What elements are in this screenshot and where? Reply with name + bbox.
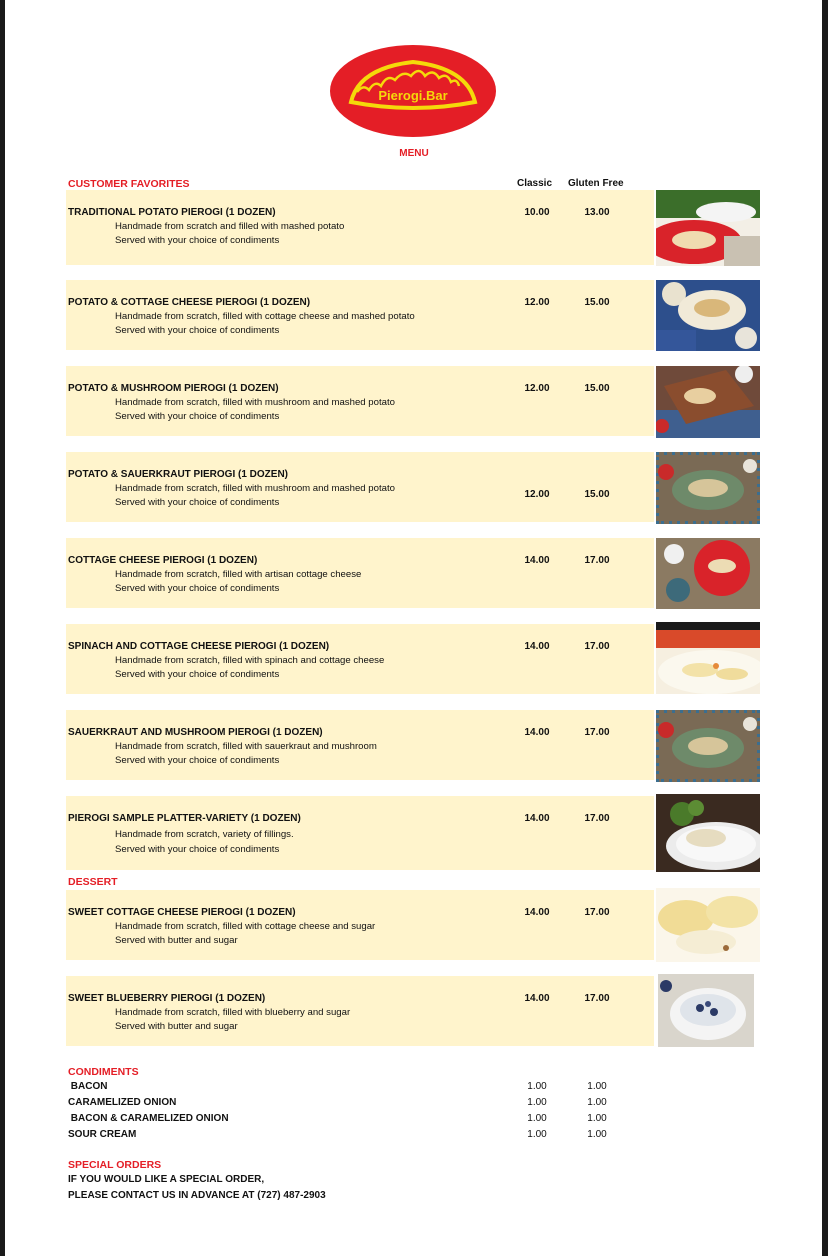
price-classic: 14.00: [524, 727, 550, 738]
item-serving: Served with your choice of condiments: [115, 844, 280, 855]
price-classic: 14.00: [524, 907, 550, 918]
item-photo: [656, 190, 760, 266]
item-description: Handmade from scratch, variety of fillings.: [115, 829, 294, 840]
price-gluten-free: 13.00: [584, 207, 610, 218]
price-classic: 12.00: [524, 383, 550, 394]
price-gluten-free: 17.00: [584, 907, 610, 918]
price-classic: 14.00: [524, 641, 550, 652]
item-description: Handmade from scratch, filled with cottage cheese and sugar: [115, 921, 376, 932]
condiment-name: BACON & CARAMELIZED ONION: [68, 1113, 229, 1124]
item-description: Handmade from scratch, filled with mushroom and mashed potato: [115, 483, 395, 494]
condiment-name: BACON: [68, 1081, 108, 1092]
price-classic: 14.00: [524, 555, 550, 566]
item-serving: Served with your choice of condiments: [115, 235, 280, 246]
item-name: SPINACH AND COTTAGE CHEESE PIEROGI (1 DOZEN): [68, 641, 330, 652]
condiment-price-classic: 1.00: [527, 1081, 547, 1092]
price-classic: 14.00: [524, 813, 550, 824]
menu-item: [66, 452, 654, 522]
item-name: POTATO & COTTAGE CHEESE PIEROGI (1 DOZEN): [68, 297, 311, 308]
item-description: Handmade from scratch, filled with sauerkraut and mushroom: [115, 741, 377, 752]
condiment-price-gluten-free: 1.00: [587, 1081, 607, 1092]
section-dessert: DESSERT: [68, 876, 118, 888]
menu-item: [66, 190, 654, 265]
condiment-name: CARAMELIZED ONION: [68, 1097, 177, 1108]
menu-title: MENU: [399, 148, 429, 159]
special-order-text: IF YOU WOULD LIKE A SPECIAL ORDER,: [68, 1174, 265, 1185]
item-serving: Served with your choice of condiments: [115, 755, 280, 766]
brand-logo: [329, 44, 497, 138]
price-classic: 12.00: [524, 297, 550, 308]
condiment-name: SOUR CREAM: [68, 1129, 137, 1140]
item-photo: [656, 538, 760, 609]
item-name: SWEET BLUEBERRY PIEROGI (1 DOZEN): [68, 993, 266, 1004]
condiment-price-classic: 1.00: [527, 1097, 547, 1108]
price-gluten-free: 17.00: [584, 813, 610, 824]
condiment-price-classic: 1.00: [527, 1129, 547, 1140]
item-photo: [656, 710, 760, 782]
price-classic: 12.00: [524, 489, 550, 500]
item-serving: Served with your choice of condiments: [115, 583, 280, 594]
item-name: COTTAGE CHEESE PIEROGI (1 DOZEN): [68, 555, 258, 566]
menu-item: [66, 624, 654, 694]
item-name: SAUERKRAUT AND MUSHROOM PIEROGI (1 DOZEN): [68, 727, 323, 738]
condiment-price-gluten-free: 1.00: [587, 1129, 607, 1140]
price-gluten-free: 15.00: [584, 383, 610, 394]
menu-item: [66, 538, 654, 608]
column-header-classic: Classic: [517, 178, 553, 189]
price-gluten-free: 17.00: [584, 641, 610, 652]
item-photo: [656, 452, 760, 524]
item-serving: Served with your choice of condiments: [115, 669, 280, 680]
item-serving: Served with your choice of condiments: [115, 411, 280, 422]
item-photo: [656, 622, 760, 694]
item-name: POTATO & MUSHROOM PIEROGI (1 DOZEN): [68, 383, 279, 394]
condiment-price-gluten-free: 1.00: [587, 1097, 607, 1108]
section-special-orders: SPECIAL ORDERS: [68, 1159, 162, 1171]
menu-item: [66, 366, 654, 436]
item-name: SWEET COTTAGE CHEESE PIEROGI (1 DOZEN): [68, 907, 296, 918]
right-edge: [822, 0, 828, 1256]
menu-item: [66, 710, 654, 780]
item-description: Handmade from scratch, filled with mushroom and mashed potato: [115, 397, 395, 408]
condiment-price-classic: 1.00: [527, 1113, 547, 1124]
price-classic: 10.00: [524, 207, 550, 218]
column-header-gluten-free: Gluten Free: [568, 178, 624, 189]
item-description: Handmade from scratch, filled with blueberry and sugar: [115, 1007, 351, 1018]
item-serving: Served with butter and sugar: [115, 935, 238, 946]
item-photo: [658, 974, 754, 1047]
menu-item: [66, 976, 654, 1046]
left-edge: [0, 0, 5, 1256]
item-description: Handmade from scratch, filled with cottage cheese and mashed potato: [115, 311, 415, 322]
item-description: Handmade from scratch, filled with spinach and cottage cheese: [115, 655, 385, 666]
condiment-row: [68, 1097, 668, 1113]
item-description: Handmade from scratch and filled with mashed potato: [115, 221, 345, 232]
item-photo: [656, 794, 760, 872]
logo-text: Pierogi.Bar: [378, 88, 448, 103]
price-gluten-free: 15.00: [584, 297, 610, 308]
item-description: Handmade from scratch, filled with artisan cottage cheese: [115, 569, 362, 580]
menu-item: [66, 796, 654, 870]
price-gluten-free: 15.00: [584, 489, 610, 500]
special-order-contact: PLEASE CONTACT US IN ADVANCE AT (727) 487-2903: [68, 1190, 326, 1201]
item-photo: [656, 888, 760, 962]
condiment-row: [68, 1113, 668, 1129]
section-customer-favorites: CUSTOMER FAVORITES: [68, 178, 190, 190]
menu-item: [66, 280, 654, 350]
item-photo: [656, 280, 760, 351]
price-gluten-free: 17.00: [584, 555, 610, 566]
item-serving: Served with your choice of condiments: [115, 325, 280, 336]
price-gluten-free: 17.00: [584, 993, 610, 1004]
item-serving: Served with butter and sugar: [115, 1021, 238, 1032]
item-name: TRADITIONAL POTATO PIEROGI (1 DOZEN): [68, 207, 276, 218]
item-serving: Served with your choice of condiments: [115, 497, 280, 508]
price-classic: 14.00: [524, 993, 550, 1004]
menu-item: [66, 890, 654, 960]
item-name: PIEROGI SAMPLE PLATTER-VARIETY (1 DOZEN): [68, 813, 301, 824]
section-condiments: CONDIMENTS: [68, 1066, 139, 1078]
item-photo: [656, 366, 760, 438]
item-name: POTATO & SAUERKRAUT PIEROGI (1 DOZEN): [68, 469, 289, 480]
price-gluten-free: 17.00: [584, 727, 610, 738]
condiment-row: [68, 1081, 668, 1097]
condiment-row: [68, 1129, 668, 1145]
condiment-price-gluten-free: 1.00: [587, 1113, 607, 1124]
